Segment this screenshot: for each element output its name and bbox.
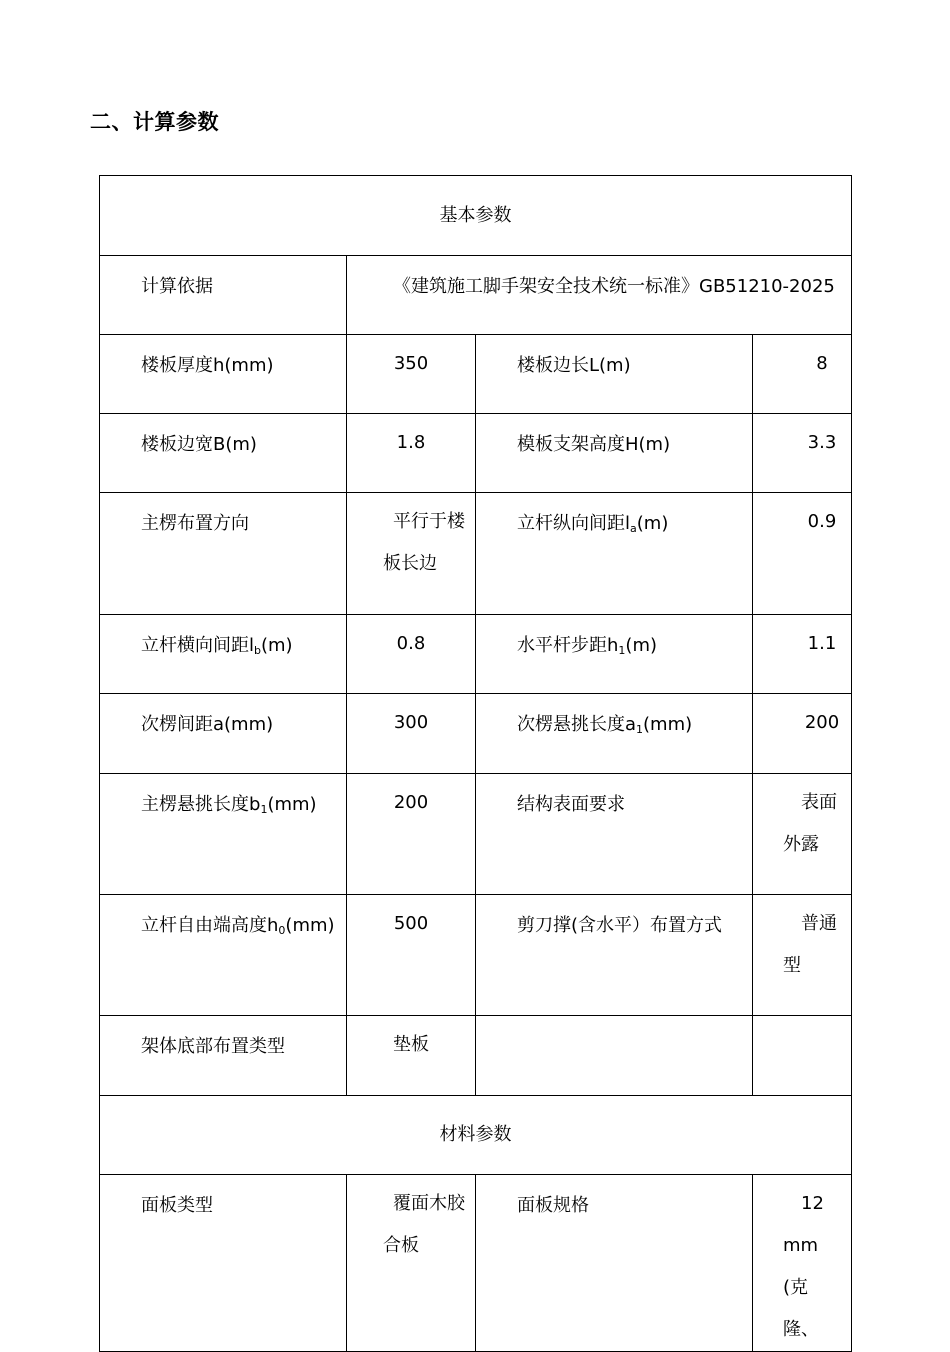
param-value: 12mm(克隆、 bbox=[753, 1175, 852, 1352]
param-value: 3.3 bbox=[753, 414, 852, 493]
param-label bbox=[476, 1016, 753, 1096]
param-label: 架体底部布置类型 bbox=[100, 1016, 347, 1096]
param-label: 次楞间距a(mm) bbox=[100, 694, 347, 774]
param-value bbox=[753, 1016, 852, 1096]
param-label: 楼板边宽B(m) bbox=[100, 414, 347, 493]
param-value: 300 bbox=[347, 694, 476, 774]
param-value: 垫板 bbox=[347, 1016, 476, 1096]
param-value: 200 bbox=[753, 694, 852, 774]
param-label: 立杆自由端高度$h_0(mm)$ bbox=[100, 895, 347, 1016]
page-heading: 二、计算参数 bbox=[90, 110, 219, 134]
parameter-table bbox=[99, 175, 852, 1352]
param-value: 1.1 bbox=[753, 615, 852, 694]
section-title-basic: 基本参数 bbox=[100, 176, 852, 256]
param-value: 500 bbox=[347, 895, 476, 1016]
param-label: 结构表面要求 bbox=[476, 774, 753, 895]
param-label: 楼板边长L(m) bbox=[476, 335, 753, 414]
basis-label: 计算依据 bbox=[100, 256, 347, 335]
param-label: 主楞悬挑长度$b_1(mm)$ bbox=[100, 774, 347, 895]
param-value: 平行于楼板长边 bbox=[347, 493, 476, 615]
param-value: 200 bbox=[347, 774, 476, 895]
param-label: 面板规格 bbox=[476, 1175, 753, 1352]
param-value: 0.9 bbox=[753, 493, 852, 615]
param-value: 1.8 bbox=[347, 414, 476, 493]
section-title-material: 材料参数 bbox=[100, 1096, 852, 1175]
param-label: 剪刀撑(含水平）布置方式 bbox=[476, 895, 753, 1016]
param-value: 表面外露 bbox=[753, 774, 852, 895]
param-value: 350 bbox=[347, 335, 476, 414]
param-label: 模板支架高度H(m) bbox=[476, 414, 753, 493]
param-label: 楼板厚度h(mm) bbox=[100, 335, 347, 414]
param-value: 8 bbox=[753, 335, 852, 414]
param-label: 次楞悬挑长度$a_1(mm)$ bbox=[476, 694, 753, 774]
param-value: 普通型 bbox=[753, 895, 852, 1016]
param-value: 覆面木胶合板 bbox=[347, 1175, 476, 1352]
param-label: 立杆横向间距$l_b(m)$ bbox=[100, 615, 347, 694]
basis-value: 《建筑施工脚手架安全技术统一标准》GB51210-2025 bbox=[347, 256, 852, 335]
param-label: 立杆纵向间距$l_a(m)$ bbox=[476, 493, 753, 615]
param-label: 面板类型 bbox=[100, 1175, 347, 1352]
param-value: 0.8 bbox=[347, 615, 476, 694]
param-label: 主楞布置方向 bbox=[100, 493, 347, 615]
param-label: 水平杆步距$h_1(m)$ bbox=[476, 615, 753, 694]
